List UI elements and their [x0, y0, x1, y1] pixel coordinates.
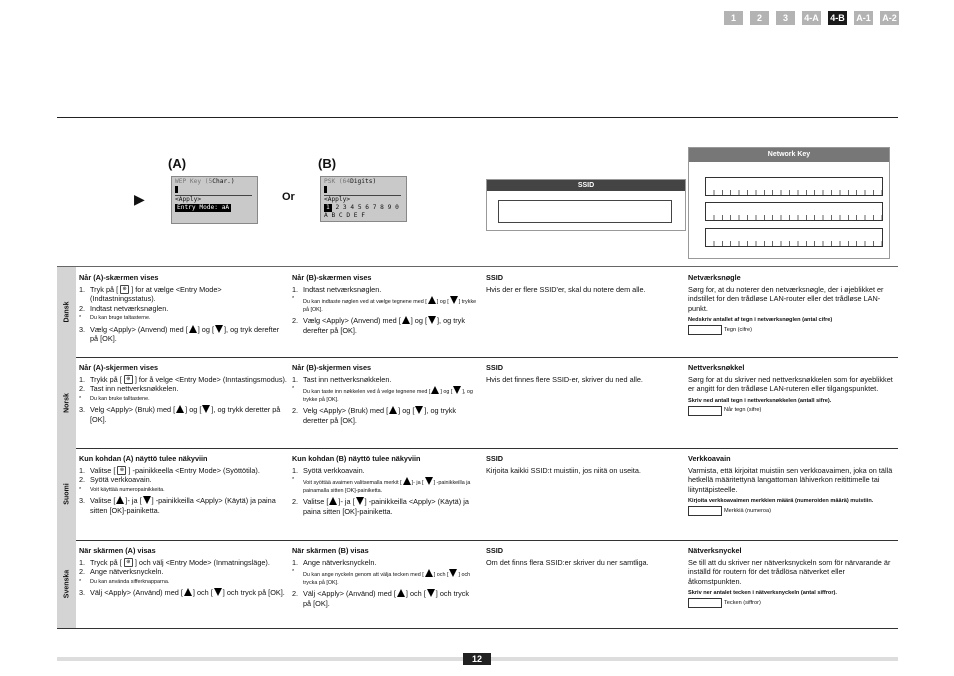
ssid-text: Om det finns flera SSID:er skriver du ner samtliga. — [486, 557, 649, 567]
up-arrow-icon — [189, 325, 197, 333]
note: * Du kan ange nyckeln genom att välja tecken med [ ] och [ ] och trycka på [OK]. — [292, 569, 471, 586]
or-label: Or — [282, 191, 295, 203]
ssid-column — [486, 363, 676, 384]
count-box — [688, 598, 722, 608]
screen-b-column — [292, 363, 478, 425]
count-field — [688, 598, 893, 608]
label-b: (B) — [318, 156, 337, 171]
ssid-write-field — [498, 200, 672, 223]
language-section — [0, 357, 954, 448]
step-3: 3. Välj <Apply> (Använd) med [ ] och [ ] och tryck på [OK]. — [79, 588, 285, 598]
ssid-column — [486, 273, 676, 294]
tab-2[interactable]: 2 — [750, 11, 769, 25]
ssid-title: SSID — [486, 454, 504, 463]
ssid-title: SSID — [486, 363, 504, 372]
lcd-b-count: 64 — [342, 178, 351, 185]
language-label: Svenska — [63, 569, 71, 599]
up-arrow-icon — [402, 316, 410, 324]
language-label: Norsk — [63, 392, 71, 413]
network-key-column — [688, 454, 893, 516]
step-2: 2. Ange nätverksnyckeln. — [79, 567, 164, 577]
network-key-text: Se till att du skriver ner nätverksnyckeln som för närvarande är inställd för routern för det trådlösa nätverket eller åtkomstpunkten. — [688, 557, 891, 586]
step-3: 3. Vælg <Apply> (Anvend) med [ ] og [ ], og tryk derefter på [OK]. — [79, 324, 280, 344]
step-2: 2. Valitse [ ]- ja [ ] -painikkeilla <Apply> (Käytä) ja paina sitten [OK]-painiketta. — [292, 497, 469, 516]
step-1: 1. Syötä verkkoavain. — [292, 465, 365, 475]
lcd-b-letters: A B C D E F — [324, 211, 365, 219]
step-2: 2. Vælg <Apply> (Anvend) med [ ] og [ ], og tryk derefter på [OK]. — [292, 316, 465, 335]
tab-a2[interactable]: A-2 — [880, 11, 899, 25]
lcd-a-entry-mode: Entry Mode: aA — [177, 203, 230, 211]
count-field — [688, 506, 893, 516]
step-2: 2. Tast inn nettverksnøkkelen. — [79, 384, 179, 394]
step-1: 1. Tryck på [ ⊕ ] och välj <Entry Mode> (Inmatningsläge). — [79, 557, 270, 567]
step-3: 3. Velg <Apply> (Bruk) med [ ] og [ ], og trykk deretter på [OK]. — [79, 405, 281, 424]
network-key-title: Nätverksnyckel — [688, 546, 742, 555]
screen-b-column — [292, 546, 478, 608]
step-1: 1. Tast inn nettverksnøkkelen. — [292, 374, 392, 384]
count-field — [688, 406, 893, 416]
text-cursor-icon — [175, 186, 178, 193]
screen-a-column — [79, 454, 287, 515]
network-key-field-3 — [705, 228, 883, 247]
count-box — [688, 506, 722, 516]
ssid-column — [486, 454, 676, 475]
step-2: 2. Syötä verkkoavain. — [79, 475, 152, 485]
up-arrow-icon — [403, 477, 411, 485]
down-arrow-icon — [449, 569, 457, 577]
step-1: 1. Indtast netværksnøglen. — [292, 284, 382, 294]
mode-key-icon: ⊕ — [117, 466, 126, 475]
network-key-column — [688, 546, 893, 608]
ssid-box — [486, 179, 686, 231]
step-2: 2. Indtast netværksnøglen. — [79, 303, 169, 313]
down-arrow-icon — [143, 496, 151, 504]
step-3: 3. Valitse [ ]- ja [ ] -painikkeilla <Apply> (Käytä) ja paina sitten [OK]-painiketta. — [79, 496, 276, 515]
language-label: Suomi — [63, 483, 71, 505]
up-arrow-icon — [431, 386, 439, 394]
down-arrow-icon — [214, 588, 222, 596]
note: * Voit käyttää numeropainikkeita. — [79, 486, 165, 493]
network-key-header: Network Key — [689, 148, 889, 162]
down-arrow-icon — [450, 296, 458, 304]
lcd-screen-b — [320, 176, 407, 222]
network-key-field-1 — [705, 177, 883, 196]
language-section — [0, 448, 954, 540]
up-arrow-icon — [116, 496, 124, 504]
lcd-b-digits: 2 3 4 5 6 7 8 9 0 — [335, 203, 399, 211]
up-arrow-icon — [389, 406, 397, 414]
mode-key-icon: ⊕ — [124, 375, 133, 384]
screen-a-title: Når (A)-skjermen vises — [79, 363, 159, 372]
lcd-b-title: PSK ( — [324, 178, 343, 185]
step-1: 1. Valitse [ ⊕ ] -painikkeella <Entry Mode> (Syöttötila). — [79, 465, 260, 475]
screen-a-column — [79, 273, 287, 344]
screen-b-title: När skärmen (B) visas — [292, 546, 369, 555]
text-cursor-icon — [324, 186, 327, 193]
tab-4b[interactable]: 4-B — [828, 11, 847, 25]
tab-1[interactable]: 1 — [724, 11, 743, 25]
up-arrow-icon — [176, 405, 184, 413]
down-arrow-icon — [427, 589, 435, 597]
ssid-column — [486, 546, 676, 567]
mode-key-icon: ⊕ — [120, 285, 129, 294]
tab-3[interactable]: 3 — [776, 11, 795, 25]
screen-a-column — [79, 546, 287, 598]
note: * Du kan använda sifferknapparna. — [79, 578, 170, 585]
network-key-text: Varmista, että kirjoitat muistiin sen verkkoavaimen, joka on tällä hetkellä määritettynä langattoman lähiverkon reitittimelle tai liityntäpisteelle. — [688, 465, 893, 494]
count-instruction: Skriv ned antall tegn i nettverksnøkkelen (antall sifre). — [688, 397, 832, 404]
ssid-text: Hvis der er flere SSID'er, skal du notere dem alle. — [486, 284, 646, 294]
language-band — [57, 267, 76, 357]
down-arrow-icon — [425, 477, 433, 485]
label-a: (A) — [168, 156, 187, 171]
count-instruction: Skriv ner antalet tecken i nätverksnyckeln (antal siffror). — [688, 590, 837, 597]
count-label: Merkkiä (numeroa) — [724, 507, 771, 514]
ssid-header: SSID — [487, 180, 685, 191]
tab-a1[interactable]: A-1 — [854, 11, 873, 25]
note: * Voit syöttää avaimen valitsemalla merkit [ ]- ja [ ] -painikkeilla ja painamalla sitten [OK]-painiketta. — [292, 477, 471, 494]
step-1: 1. Trykk på [ ⊕ ] for å velge <Entry Mode> (Inntastingsmodus). — [79, 374, 287, 384]
down-arrow-icon — [202, 405, 210, 413]
network-key-title: Nettverksnøkkel — [688, 363, 745, 372]
note: * Du kan taste inn nøkkelen ved å velge tegnene med [ ] og [ ], og trykke på [OK]. — [292, 386, 473, 403]
screen-a-title: Kun kohdan (A) näyttö tulee näkyviin — [79, 454, 208, 463]
arrow-icon: ▶ — [134, 191, 145, 207]
screen-b-title: Når (B)-skærmen vises — [292, 273, 372, 282]
down-arrow-icon — [415, 406, 423, 414]
step-2: 2. Välj <Apply> (Använd) med [ ] och [ ] och tryck på [OK]. — [292, 589, 470, 608]
count-field — [688, 325, 893, 335]
count-label: Tecken (siffror) — [724, 599, 761, 606]
language-band — [57, 448, 76, 540]
header-rule — [57, 117, 898, 118]
count-box — [688, 406, 722, 416]
count-label: Når tegn (sifre) — [724, 406, 762, 413]
ssid-text: Hvis det finnes flere SSID-er, skriver du ned alle. — [486, 374, 643, 384]
note: * Du kan indtaste nøglen ved at vælge tegnene med [ ] og [ ] trykke på [OK]. — [292, 296, 477, 313]
down-arrow-icon — [428, 316, 436, 324]
step-2: 2. Velg <Apply> (Bruk) med [ ] og [ ], og trykk deretter på [OK]. — [292, 406, 457, 425]
count-instruction: Kirjoita verkkoavaimen merkkien määrä (numeroiden määrä) muistiin. — [688, 498, 874, 505]
screen-b-title: Kun kohdan (B) näyttö tulee näkyviin — [292, 454, 421, 463]
screen-a-title: Når (A)-skærmen vises — [79, 273, 159, 282]
count-instruction: Nedskriv antallet af tegn i netværksnøglen (antal cifre) — [688, 317, 833, 324]
tab-4a[interactable]: 4-A — [802, 11, 821, 25]
page-number: 12 — [463, 653, 491, 665]
screen-a-column — [79, 363, 287, 424]
down-arrow-icon — [215, 325, 223, 333]
section-divider — [57, 628, 898, 629]
lcd-screen-a — [171, 176, 258, 224]
network-key-column — [688, 273, 893, 335]
up-arrow-icon — [397, 589, 405, 597]
step-1: 1. Ange nätverksnyckeln. — [292, 557, 377, 567]
screen-b-column — [292, 273, 478, 335]
screen-b-title: Når (B)-skjermen vises — [292, 363, 372, 372]
network-key-title: Verkkoavain — [688, 454, 731, 463]
count-label: Tegn (cifre) — [724, 326, 752, 333]
lcd-b-selected-digit: 1 — [326, 203, 330, 211]
note: * Du kan bruge taltasterne. — [79, 315, 151, 322]
network-key-text: Sørg for at du skriver ned nettverksnøkkelen som for øyeblikket er angitt for den trådløse LAN-ruteren eller tilgangspunktet. — [688, 374, 893, 394]
language-section — [0, 267, 954, 357]
lcd-b-unit: Digits) — [350, 178, 377, 185]
up-arrow-icon — [428, 296, 436, 304]
down-arrow-icon — [453, 386, 461, 394]
screen-b-column — [292, 454, 478, 516]
step-1: 1. Tryk på [ ⊕ ] for at vælge <Entry Mode> (Indtastningsstatus). — [79, 284, 222, 304]
lcd-b-apply: <Apply> — [324, 195, 351, 203]
up-arrow-icon — [329, 497, 337, 505]
up-arrow-icon — [425, 569, 433, 577]
note: * Du kan bruke talltastene. — [79, 395, 150, 402]
lcd-a-title: WEP Key ( — [175, 178, 209, 185]
ssid-title: SSID — [486, 546, 504, 555]
up-arrow-icon — [184, 588, 192, 596]
lcd-a-count: 5 — [208, 178, 213, 185]
language-section — [0, 540, 954, 628]
language-label: Dansk — [63, 301, 71, 323]
network-key-title: Netværksnøgle — [688, 273, 741, 282]
count-box — [688, 325, 722, 335]
network-key-text: Sørg for, at du noterer den netværksnøgle, der i øjeblikket er indstillet for den trådløse LAN-router eller det trådløse LAN-punkt. — [688, 284, 884, 313]
ssid-title: SSID — [486, 273, 504, 282]
lcd-a-unit: Char.) — [212, 178, 235, 185]
ssid-text: Kirjoita kaikki SSID:t muistiin, jos niitä on useita. — [486, 465, 641, 475]
network-key-box — [688, 147, 890, 259]
down-arrow-icon — [356, 497, 364, 505]
network-key-column — [688, 363, 893, 416]
mode-key-icon: ⊕ — [124, 558, 133, 567]
lcd-a-apply: <Apply> — [175, 195, 202, 203]
language-band — [57, 357, 76, 448]
language-band — [57, 540, 76, 628]
network-key-field-2 — [705, 202, 883, 221]
screen-a-title: När skärmen (A) visas — [79, 546, 156, 555]
